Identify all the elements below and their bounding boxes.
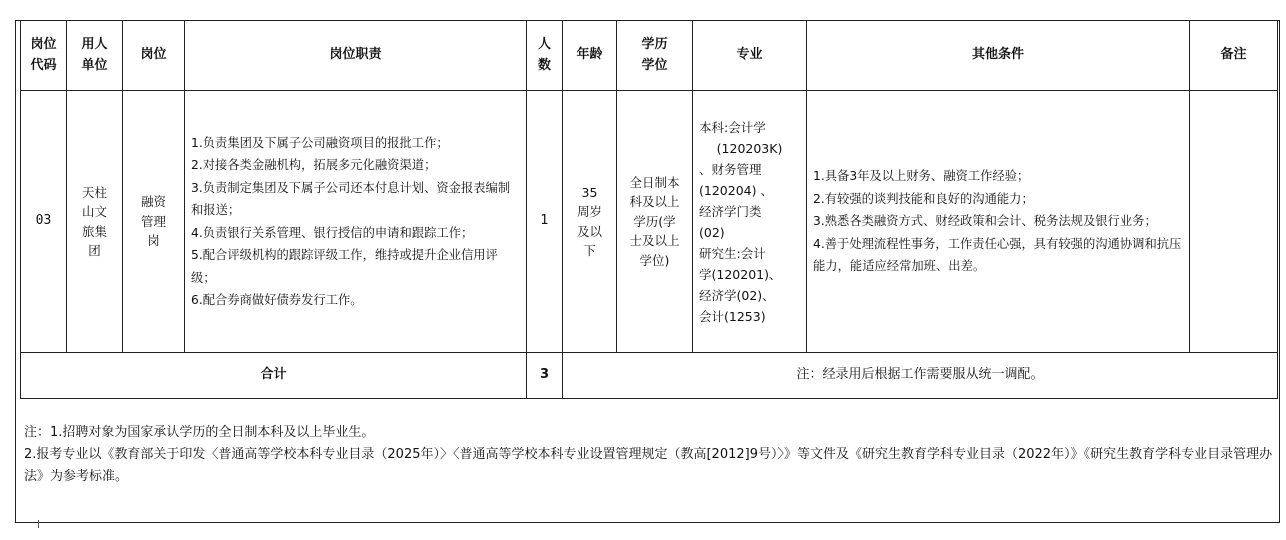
- cell-age: 35周岁及以下: [563, 91, 617, 353]
- major-line: (120204) 、: [699, 182, 773, 198]
- cell-unit: 天柱山文旅集团: [67, 91, 123, 353]
- footnote-line-1: 注：1.招聘对象为国家承认学历的全日制本科及以上毕业生。: [24, 425, 375, 440]
- header-duties: 岗位职责: [185, 21, 527, 91]
- summary-note: 注：经录用后根据工作需要服从统一调配。: [563, 353, 1278, 399]
- condition-item: 1.具备3年及以上财务、融资工作经验；: [813, 169, 1030, 184]
- cell-edu: 全日制本科及以上学历(学士及以上学位): [617, 91, 693, 353]
- duty-item: 6.配合券商做好债券发行工作。: [191, 293, 363, 307]
- header-post: 岗位: [123, 21, 185, 91]
- margin-tick: [38, 520, 39, 528]
- header-age: 年龄: [563, 21, 617, 91]
- major-line: (120203K): [716, 140, 783, 156]
- header-other: 其他条件: [807, 21, 1190, 91]
- major-line: 会计(1253): [699, 308, 766, 324]
- cell-remark: [1190, 91, 1278, 353]
- header-count: 人数: [527, 21, 563, 91]
- summary-count: 3: [527, 353, 563, 399]
- duty-item: 4.负责银行关系管理、银行授信的申请和跟踪工作；: [191, 225, 474, 240]
- footnote-line-2: 2.报考专业以《教育部关于印发〈普通高等学校本科专业目录（2025年）〉〈普通高等学校本科专业设置管理规定（教高[2012]9号）〉》等文件及《研究生教育学科专业目录（2022年）》《研究生教育学科专业目录管理办法》为参考标准。: [24, 447, 1273, 484]
- duty-item: 2.对接各类金融机构，拓展多元化融资渠道；: [191, 158, 437, 172]
- summary-row: [21, 353, 1278, 399]
- duty-item: 1.负责集团及下属子公司融资项目的报批工作；: [191, 135, 449, 150]
- header-row: [21, 21, 1278, 91]
- major-line: 、财务管理: [699, 161, 762, 177]
- condition-item: 4.善于处理流程性事务，工作责任心强，具有较强的沟通协调和抗压能力，能适应经常加班、出差。: [813, 236, 1182, 274]
- major-line: 学(120201)、: [699, 266, 782, 282]
- cell-post: 融资管理岗: [123, 91, 185, 353]
- footnotes: [24, 422, 1274, 488]
- condition-item: 2.有较强的谈判技能和良好的沟通能力；: [813, 191, 1034, 206]
- header-code: 岗位代码: [21, 21, 67, 91]
- cell-code: 03: [21, 91, 67, 353]
- cell-count: 1: [527, 91, 563, 353]
- condition-item: 3.熟悉各类融资方式、财经政策和会计、税务法规及银行业务；: [813, 214, 1157, 229]
- header-remark: 备注: [1190, 21, 1278, 91]
- major-line: 研究生:会计: [699, 245, 766, 261]
- table-row: [21, 91, 1278, 353]
- header-unit: 用人单位: [67, 21, 123, 91]
- major-line: (02): [699, 224, 725, 240]
- major-line: 本科:会计学: [699, 119, 766, 135]
- duty-item: 3.负责制定集团及下属子公司还本付息计划、资金报表编制和报送；: [191, 180, 511, 217]
- header-edu: 学历学位: [617, 21, 693, 91]
- major-line: 经济学(02)、: [699, 287, 775, 303]
- summary-label: 合计: [21, 353, 527, 399]
- major-line: 经济学门类: [699, 203, 762, 219]
- cell-duties: [185, 91, 527, 353]
- cell-major: [693, 91, 807, 353]
- recruitment-table: [20, 20, 1278, 399]
- header-major: 专业: [693, 21, 807, 91]
- cell-other: [807, 91, 1190, 353]
- duty-item: 5.配合评级机构的跟踪评级工作，维持或提升企业信用评级；: [191, 248, 498, 285]
